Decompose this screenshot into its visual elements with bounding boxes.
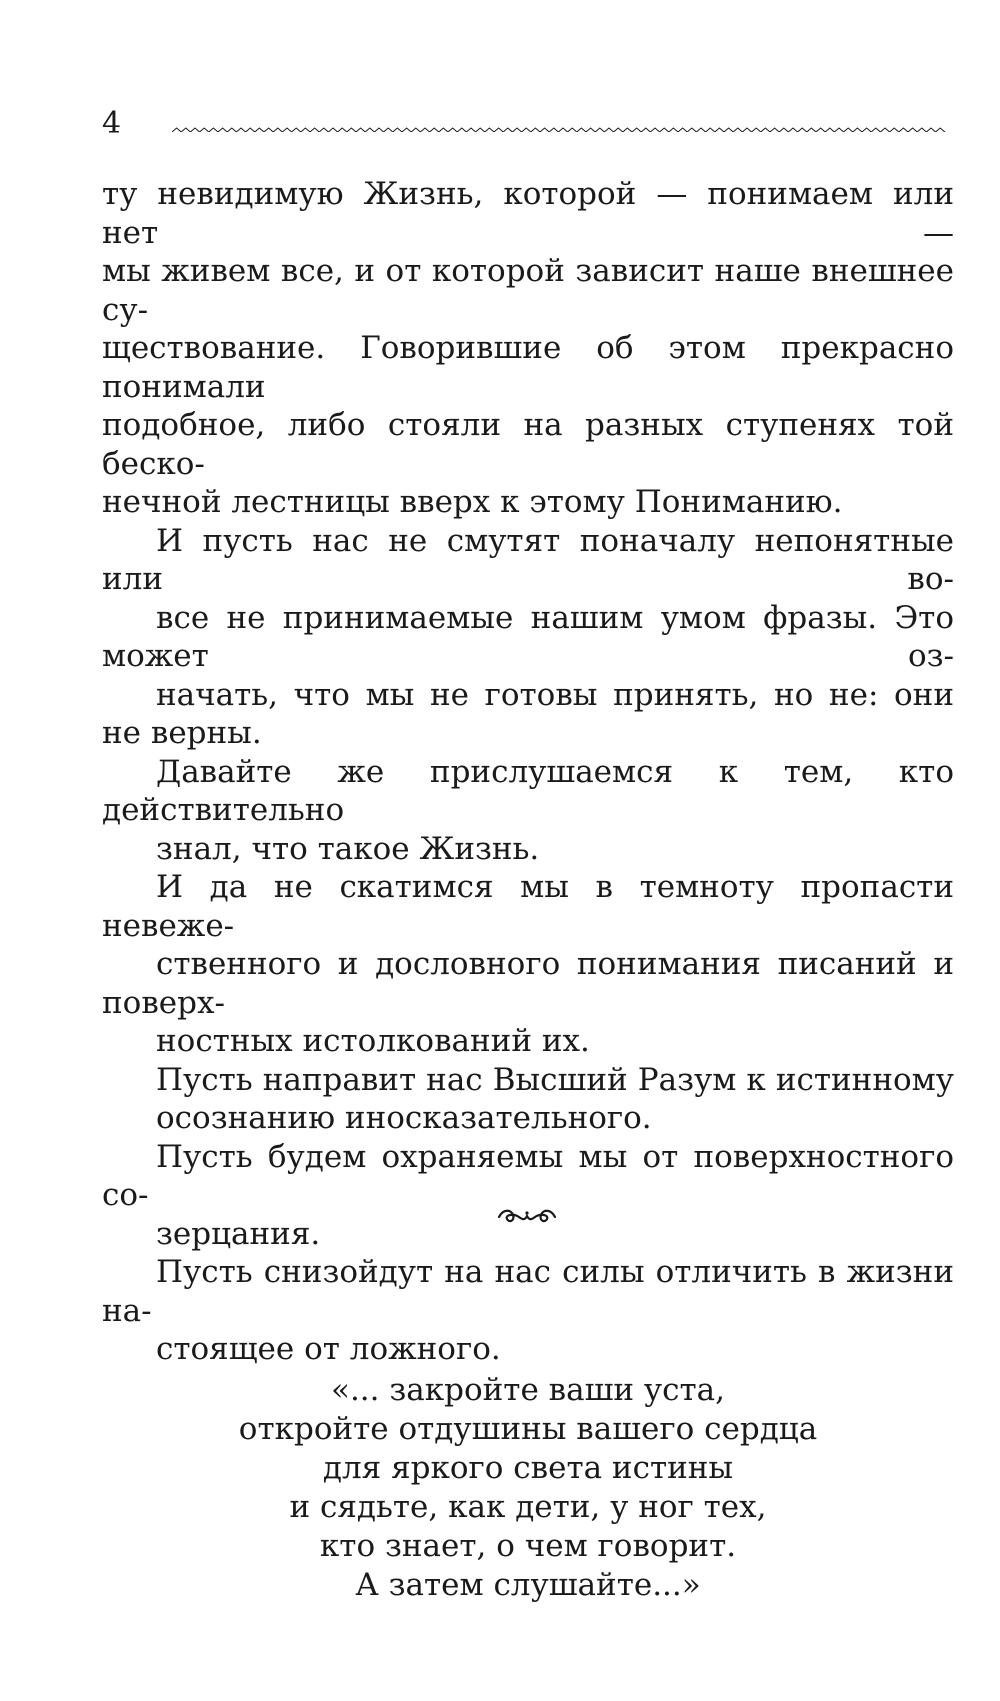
poem-line: кто знает, о чем говорит. [319, 1527, 737, 1564]
diamond-link [678, 128, 687, 132]
diamond-link [512, 128, 521, 132]
diamond-link [549, 128, 558, 132]
diamond-link [365, 128, 374, 132]
diamond-link [310, 128, 319, 132]
diamond-link [724, 128, 733, 132]
diamond-link [779, 128, 788, 132]
diamond-link [301, 128, 310, 132]
text-line: И пусть нас не смутят поначалу непонятные или во- [102, 522, 954, 597]
diamond-link [328, 128, 337, 132]
poem-quote [102, 1371, 954, 1605]
diamond-link [807, 128, 816, 132]
diamond-link [825, 128, 834, 132]
diamond-link [430, 128, 439, 132]
diamond-link [292, 128, 301, 132]
diamond-link [742, 128, 751, 132]
diamond-link [457, 128, 466, 132]
poem-line: для яркого света истины [322, 1449, 734, 1486]
diamond-link [853, 128, 862, 132]
diamond-link [844, 128, 853, 132]
diamond-link [485, 128, 494, 132]
diamond-link [788, 128, 797, 132]
text-line: И да не скатимся мы в темноту пропасти невеже- [102, 869, 954, 944]
body-text [102, 175, 954, 1605]
text-line: ностных истолкований их. [156, 1023, 590, 1059]
text-line: начать, что мы не готовы принять, но не: они не верны. [102, 676, 954, 751]
diamond-link [209, 128, 218, 132]
diamond-link [595, 128, 604, 132]
diamond-link [632, 128, 641, 132]
diamond-link [733, 128, 742, 132]
diamond-link [236, 128, 245, 132]
diamond-link [503, 128, 512, 132]
text-line: осознанию иносказательного. [156, 1100, 652, 1136]
diamond-link [890, 128, 899, 132]
paragraph-list [102, 175, 954, 1369]
diamond-link [586, 128, 595, 132]
paragraph [102, 1138, 954, 1254]
diamond-link [834, 128, 843, 132]
text-line: зерцания. [156, 1215, 321, 1252]
text-line: Давайте же прислушаемся к тем, кто действительно [102, 753, 954, 828]
diamond-link [531, 128, 540, 132]
diamond-link [439, 128, 448, 132]
poem-line: «... закройте ваши уста, [330, 1371, 726, 1408]
text-line: все не принимаемые нашим умом фразы. Это может оз- [102, 599, 954, 674]
text-line: ту невидимую Жизнь, которой — понимаем или нет — [102, 176, 954, 251]
paragraph [102, 868, 954, 1061]
diamond-link [246, 128, 255, 132]
diamond-link [660, 128, 669, 132]
diamond-link [687, 128, 696, 132]
diamond-link [577, 128, 586, 132]
diamond-link [816, 128, 825, 132]
diamond-link [190, 128, 199, 132]
diamond-link [476, 128, 485, 132]
diamond-link [696, 128, 705, 132]
text-line: Пусть снизойдут на нас силы отличить в жизни на- [102, 1254, 954, 1329]
diamond-link [522, 128, 531, 132]
running-header [102, 104, 954, 144]
paragraph [102, 175, 954, 522]
diamond-link [614, 128, 623, 132]
diamond-chain-rule [172, 122, 954, 132]
diamond-link [715, 128, 724, 132]
diamond-link [384, 128, 393, 132]
diamond-link [172, 128, 181, 132]
diamond-link [181, 128, 190, 132]
diamond-link [917, 128, 926, 132]
diamond-link [926, 128, 935, 132]
diamond-link [761, 128, 770, 132]
poem-line: и сядьте, как дети, у ног тех, [289, 1488, 767, 1525]
text-line: нечной лестницы вверх к этому Пониманию. [102, 484, 843, 520]
diamond-link [347, 128, 356, 132]
diamond-link [936, 128, 945, 132]
diamond-link [227, 128, 236, 132]
diamond-link [218, 128, 227, 132]
diamond-link [770, 128, 779, 132]
diamond-link [200, 128, 209, 132]
diamond-chain-icon [172, 127, 954, 132]
diamond-link [706, 128, 715, 132]
diamond-link [558, 128, 567, 132]
text-line: стоящее от ложного. [156, 1331, 501, 1367]
text-line: Пусть направит нас Высший Разум к истинному [156, 1061, 954, 1098]
diamond-link [273, 128, 282, 132]
diamond-link [641, 128, 650, 132]
diamond-link [411, 128, 420, 132]
diamond-link [356, 128, 365, 132]
diamond-link [393, 128, 402, 132]
text-line: Пусть будем охраняемы мы от поверхностного со- [102, 1138, 954, 1213]
diamond-link [374, 128, 383, 132]
paragraph [102, 753, 954, 869]
diamond-link [669, 128, 678, 132]
diamond-link [540, 128, 549, 132]
diamond-link [880, 128, 889, 132]
diamond-link [623, 128, 632, 132]
page-number: 4 [102, 106, 122, 141]
diamond-link [871, 128, 880, 132]
text-line: ществование. Говорившие об этом прекрасно понимали [102, 330, 954, 405]
poem-line: А затем слушайте...» [355, 1566, 701, 1603]
diamond-link [798, 128, 807, 132]
diamond-link [604, 128, 613, 132]
diamond-link [650, 128, 659, 132]
diamond-link [862, 128, 871, 132]
diamond-link [752, 128, 761, 132]
text-line: подобное, либо стояли на разных ступенях той беско- [102, 407, 954, 482]
text-line: знал, что такое Жизнь. [156, 830, 540, 867]
text-line: мы живем все, и от которой зависит наше внешнее су- [102, 253, 954, 328]
flourish-ornament-icon [495, 1205, 559, 1227]
diamond-link [899, 128, 908, 132]
diamond-link [494, 128, 503, 132]
diamond-link [568, 128, 577, 132]
diamond-link [420, 128, 429, 132]
diamond-link [255, 128, 264, 132]
diamond-link [319, 128, 328, 132]
diamond-link [282, 128, 291, 132]
diamond-link [908, 128, 917, 132]
diamond-link [466, 128, 475, 132]
paragraph [102, 1061, 954, 1138]
diamond-link [338, 128, 347, 132]
paragraph [102, 522, 954, 753]
diamond-link [448, 128, 457, 132]
text-line: ственного и дословного понимания писаний и поверх- [102, 946, 954, 1021]
paragraph [102, 1253, 954, 1369]
poem-line: откройте отдушины вашего сердца [238, 1410, 818, 1447]
diamond-link [264, 128, 273, 132]
diamond-link [402, 128, 411, 132]
